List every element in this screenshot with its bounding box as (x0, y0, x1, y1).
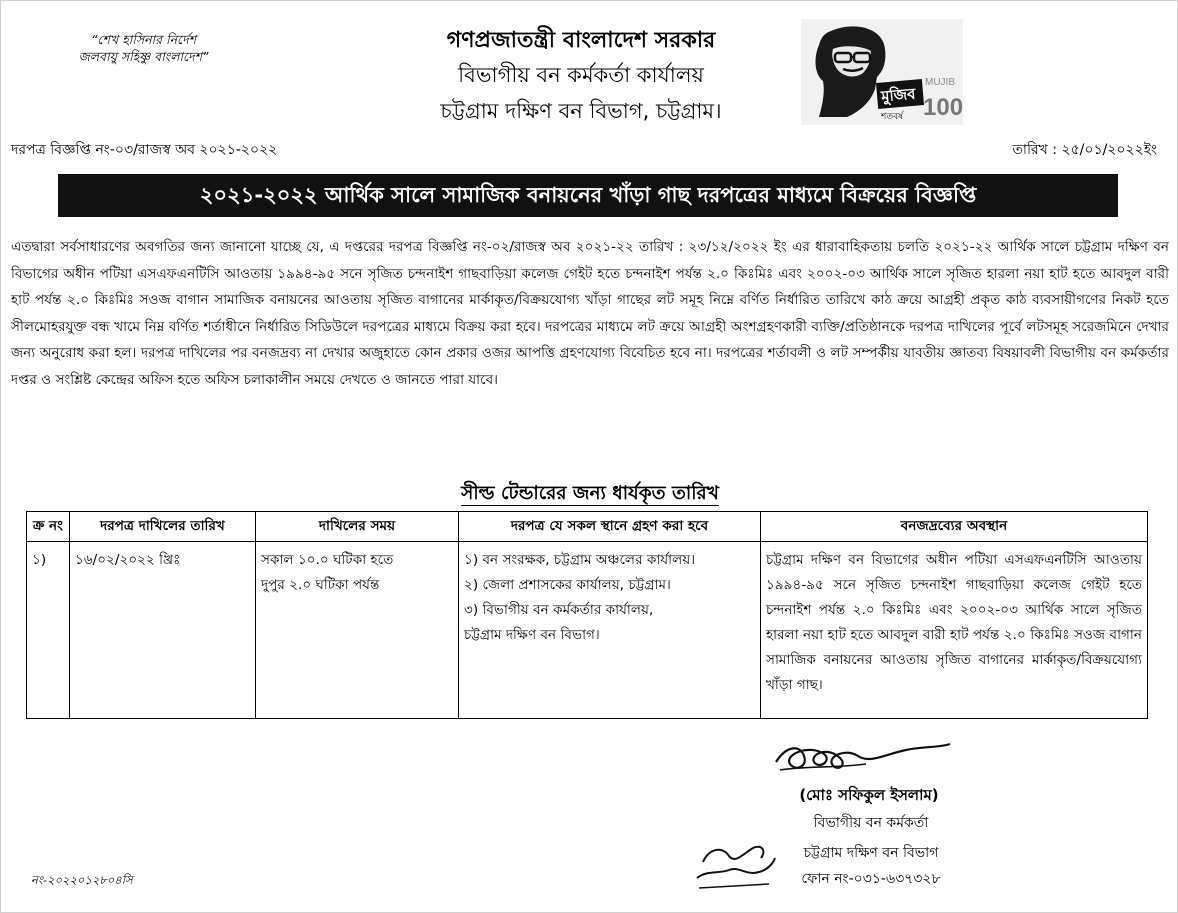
tender-schedule-table (26, 511, 1148, 719)
signatory-designation: বিভাগীয় বন কর্মকর্তা (813, 815, 929, 831)
logo-100: 100 (923, 94, 963, 121)
logo-mujib-text: MUJIB (925, 77, 955, 88)
logo-word: মুজিব (880, 84, 917, 106)
memo-number: দরপত্র বিজ্ঞপ্তি নং-০৩/রাজস্ব অব ২০২১-২০২২ (11, 142, 278, 158)
header-office: বিভাগীয় বন কর্মকর্তা কার্যালয় (458, 63, 704, 87)
place-3-cont: চট্টগ্রাম দক্ষিণ বন বিভাগ। (464, 627, 600, 643)
header-government: গণপ্রজাতন্ত্রী বাংলাদেশ সরকার (446, 28, 716, 53)
signatory-phone: ফোন নং-০৩১-৬৩৭৩২৮ (801, 871, 941, 887)
header-receiving-places: দরপত্র যে সকল স্থানে গ্রহণ করা হবে (459, 512, 761, 542)
header-submission-date: দরপত্র দাখিলের তারিখ (70, 512, 256, 542)
header-serial: ক্র নং (27, 512, 70, 542)
initial-scribble (689, 834, 779, 896)
slogan-line-1: “শেখ হাসিনার নির্দেশ (90, 32, 197, 47)
time-line-1: সকাল ১০.০ ঘটিকা হতে (261, 552, 394, 568)
slogan (51, 31, 236, 65)
logo-sub: শতবর্ষ (881, 112, 904, 122)
place-1: ১) বন সংরক্ষক, চট্টগ্রাম অঞ্চলের কার্যালয়। (464, 552, 696, 568)
table-heading (1, 479, 1178, 510)
memo-date: তারিখ : ২৫/০১/২০২২ইং (1012, 142, 1157, 158)
slogan-line-2: জলবায়ু সহিষ্ণু বাংলাদেশ” (78, 49, 209, 64)
table-header-row (27, 512, 1148, 542)
header-division: চট্টগ্রাম দক্ষিণ বন বিভাগ, চট্টগ্রাম। (440, 99, 722, 123)
reference-number: নং-২০২২০১২৮০৪সি (31, 873, 133, 887)
table-row (27, 542, 1148, 719)
header-forest-produce-location: বনজদ্রব্যের অবস্থান (761, 512, 1148, 542)
notice-body: এতদ্বারা সর্বসাধারণের অবগতির জন্য জানানো যাচ্ছে যে, এ দপ্তরের দরপত্র বিজ্ঞপ্তি নং-০২/রাজস্ব অব ২০২১-২২ তারিখ : ২৩/১২/২০২২ ইং এর ধারাবাহিকতায় চলতি ২০২১-২২ আর্থিক সালে চট্টগ্রাম দক্ষিণ বন বিভাগের অধীন পটিয়া এসএফএনটিসি আওতায় ১৯৯৪-৯৫ সনে সৃজিত চন্দনাইশ গাছবাড়িয়া কলেজ গেইট হতে চন্দনাইশ পর্যন্ত ২.০ কিঃমিঃ এবং ২০০২-০৩ আর্থিক সালে সৃজিত হারলা নয়া হাট হতে আবদুল বারী হাট পর্যন্ত ২.০ কিঃমিঃ সওজ বাগান সামাজিক বনায়নের আওতায় সৃজিত বাগানের মার্কাকৃত/বিক্রয়যোগ্য খাঁড়া গাছের লট সমূহ নিম্নে বর্ণিত নির্ধারিত তারিখে কাঠ ক্রয়ে আগ্রহী প্রকৃত কাঠ ব্যবসায়ীগণের নিকট হতে সীলমোহরযুক্ত বন্ধ খামে নিম্ন বর্ণিত শর্তাধীনে নির্ধারিত সিডিউলে দরপত্রের মাধ্যমে বিক্রয় করা হবে। দরপত্রের মাধ্যমে লট ক্রয়ে আগ্রহী অংশগ্রহণকারী ব্যক্তি/প্রতিষ্ঠানকে দরপত্র দাখিলের পূর্বে লটসমূহ সরেজমিনে দেখার জন্য অনুরোধ করা হল। দরপত্র দাখিলের পর বনজদ্রব্য না দেখার অজুহাতে কোন প্রকার ওজর আপত্তি গ্রহণযোগ্য বিবেচিত হবে না। দরপত্রের শর্তাবলী ও লট সম্পর্কীয় যাবতীয় জ্ঞাতব্য বিষয়াবলী বিভাগীয় বন কর্মকর্তার দপ্তর ও সংশ্লিষ্ট কেন্দ্রের অফিস হতে অফিস চলাকালীন সময়ে দেখতে ও জানতে পারা যাবে। (11, 239, 1169, 388)
signatory-name: (মোঃ সফিকুল ইসলাম) (799, 786, 939, 804)
mujib-100-logo (801, 19, 963, 125)
cell-time (256, 542, 459, 719)
header-submission-time: দাখিলের সময় (256, 512, 459, 542)
cell-places (459, 542, 761, 719)
signatory-office: চট্টগ্রাম দক্ষিণ বন বিভাগ (803, 845, 939, 861)
table-heading-text: সীল্ড টেন্ডারের জন্য ধার্যকৃত তারিখ (461, 483, 719, 504)
time-line-2: দুপুর ২.০ ঘটিকা পর্যন্ত (261, 577, 380, 593)
signature-scribble (766, 736, 956, 786)
cell-location: চট্টগ্রাম দক্ষিণ বন বিভাগের অধীন পটিয়া এসএফএনটিসি আওতায় ১৯৯৪-৯৫ সনে সৃজিত চন্দনাইশ গাছবাড়িয়া কলেজ গেইট হতে চন্দনাইশ পর্যন্ত ২.০ কিঃমিঃ এবং ২০০২-০৩ আর্থিক সালে সৃজিত হারলা নয়া হাট হতে আবদুল বারী হাট পর্যন্ত ২.০ কিঃমিঃ সওজ বাগান সামাজিক বনায়নের আওতায় সৃজিত বাগানের মার্কাকৃত/বিক্রয়যোগ্য খাঁড়া গাছ। (761, 542, 1148, 719)
cell-date: ১৬/০২/২০২২ খ্রিঃ (70, 542, 256, 719)
cell-serial: ১) (27, 542, 70, 719)
place-2: ২) জেলা প্রশাসকের কার্যালয়, চট্টগ্রাম। (464, 577, 671, 593)
place-3: ৩) বিভাগীয় বন কর্মকর্তার কার্যালয়, (464, 602, 654, 618)
notice-title-banner: ২০২১-২০২২ আর্থিক সালে সামাজিক বনায়নের খাঁড়া গাছ দরপত্রের মাধ্যমে বিক্রয়ের বিজ্ঞপ্তি (58, 174, 1118, 217)
